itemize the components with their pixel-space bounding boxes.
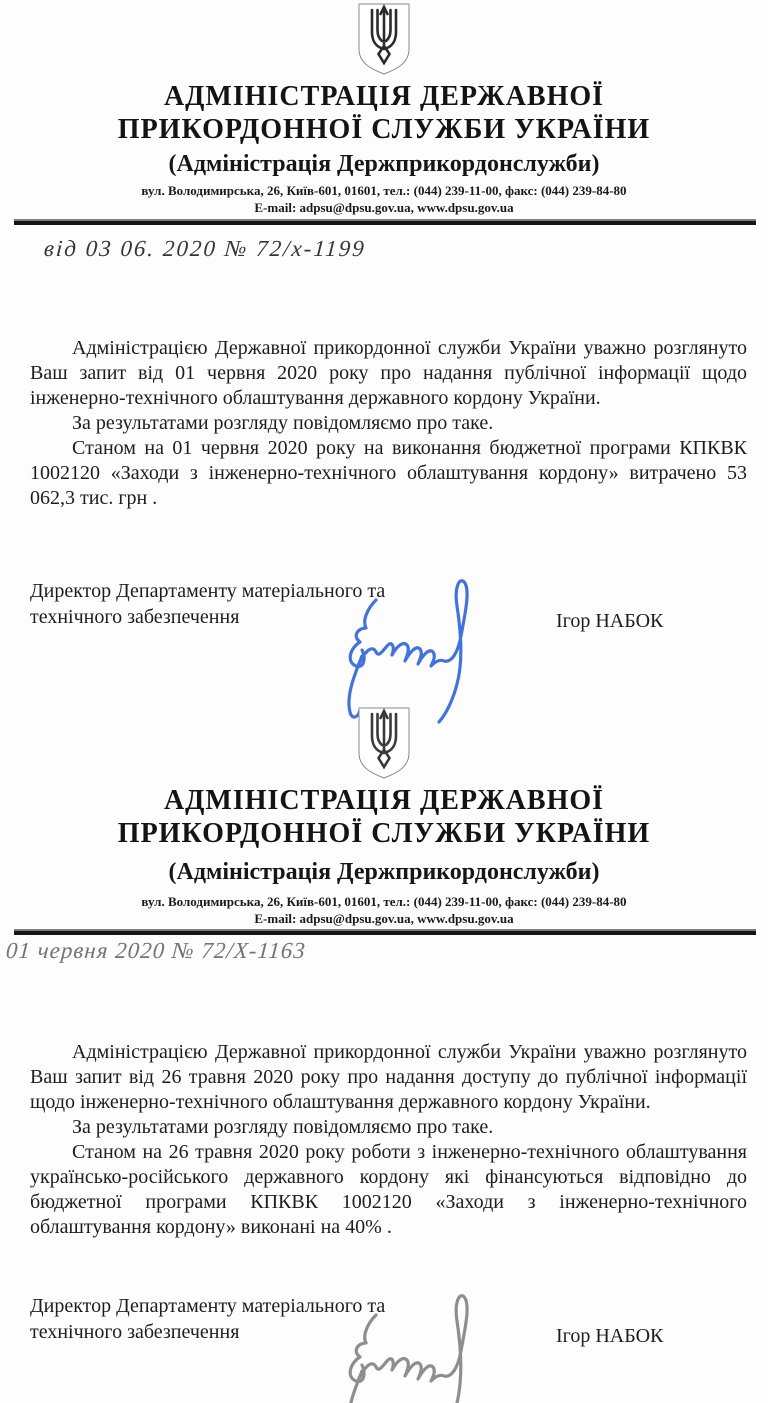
signer-name: Ігор НАБОК bbox=[556, 610, 664, 632]
org-title-line2: ПРИКОРДОННОЇ СЛУЖБИ УКРАЇНИ bbox=[117, 818, 651, 849]
body-paragraph: За результатами розгляду повідомляємо про таке. bbox=[72, 412, 494, 434]
signature-block bbox=[30, 1293, 742, 1403]
org-email: E-mail: adpsu@dpsu.gov.ua, www.dpsu.gov.ua bbox=[254, 911, 514, 926]
body-paragraph: Станом на 26 травня 2020 року роботи з інженерно-технічного облаштування українсько-російського державного кордону які фінансуються відповідно до бюджетної програми КПКВК 1002120 «Заходи з інженерно-технічного облаштування кордону» виконані на 40% . bbox=[30, 1141, 747, 1238]
org-subtitle: (Адміністрація Держприкордонслужби) bbox=[168, 859, 600, 885]
signer-title-line1: Директор Департаменту матеріального та bbox=[30, 1295, 386, 1317]
body-paragraph: За результатами розгляду повідомляємо про таке. bbox=[72, 1116, 494, 1138]
body-paragraph: Адміністрацією Державної прикордонної служби України уважно розглянуто Ваш запит від 01 червня 2020 року про надання публічної інформації щодо інженерно-технічного облаштування державного кордону України. bbox=[30, 337, 747, 409]
handwritten-signature-icon bbox=[320, 1285, 530, 1403]
letter-1 bbox=[0, 0, 768, 700]
signer-title-line2: технічного забезпечення bbox=[30, 1321, 240, 1343]
org-title-line1: АДМІНІСТРАЦІЯ ДЕРЖАВНОЇ bbox=[163, 785, 605, 816]
body-paragraph: Адміністрацією Державної прикордонної служби України уважно розглянуто Ваш запит від 26 травня 2020 року про надання доступу до публічної інформації щодо інженерно-технічного облаштування державного кордону України. bbox=[30, 1041, 747, 1113]
ukraine-trident-emblem-icon bbox=[357, 2, 411, 76]
letter-2 bbox=[0, 700, 768, 1403]
header-divider-rule bbox=[14, 929, 756, 935]
org-title bbox=[0, 80, 768, 146]
org-address: вул. Володимирська, 26, Київ-601, 01601, тел.: (044) 239-11-00, факс: (044) 239-84-80 bbox=[141, 183, 627, 198]
signer-title-line2: технічного забезпечення bbox=[30, 606, 240, 628]
org-title-line2: ПРИКОРДОННОЇ СЛУЖБИ УКРАЇНИ bbox=[117, 114, 651, 145]
signature-stroke bbox=[349, 1296, 467, 1403]
ukraine-trident-emblem-icon bbox=[357, 706, 411, 780]
signer-name: Ігор НАБОК bbox=[556, 1325, 664, 1347]
org-email: E-mail: adpsu@dpsu.gov.ua, www.dpsu.gov.ua bbox=[254, 200, 514, 215]
signer-title-line1: Директор Департаменту матеріального та bbox=[30, 580, 386, 602]
body-paragraph: Станом на 01 червня 2020 року на виконання бюджетної програми КПКВК 1002120 «Заходи з інженерно-технічного облаштування кордону» витрачено 53 062,3 тис. грн . bbox=[30, 437, 747, 509]
org-title-line1: АДМІНІСТРАЦІЯ ДЕРЖАВНОЇ bbox=[163, 81, 605, 112]
org-title bbox=[0, 784, 768, 850]
letter-body bbox=[30, 1040, 747, 1240]
org-address: вул. Володимирська, 26, Київ-601, 01601, тел.: (044) 239-11-00, факс: (044) 239-84-80 bbox=[141, 894, 627, 909]
org-subtitle: (Адміністрація Держприкордонслужби) bbox=[168, 151, 600, 177]
handwritten-reference: 01 червня 2020 № 72/Х-1163 bbox=[5, 938, 307, 963]
handwritten-reference: від 03 06. 2020 № 72/х-1199 bbox=[43, 236, 367, 261]
header-divider-rule bbox=[14, 219, 756, 225]
signature-block bbox=[30, 578, 742, 700]
letter-body bbox=[30, 336, 747, 511]
